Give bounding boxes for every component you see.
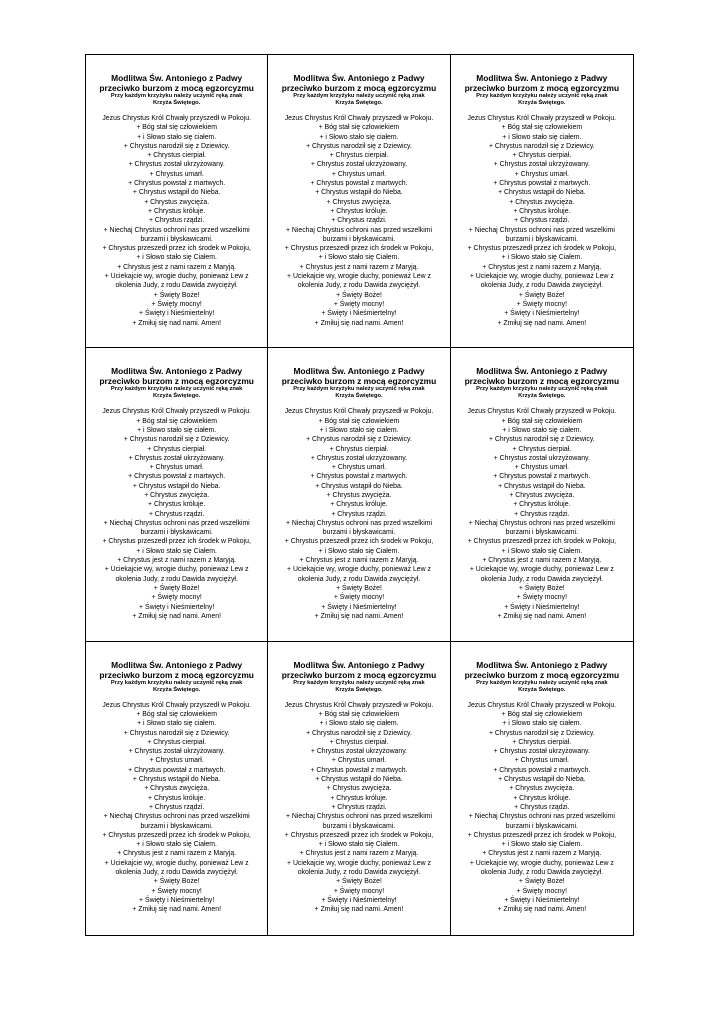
prayer-line: + i Słowo stało się ciałem.	[319, 426, 399, 434]
prayer-line: + Chrystus wstąpił do Nieba.	[132, 189, 221, 197]
prayer-line: + Zmiłuj się nad nami. Amen!	[314, 319, 404, 327]
prayer-line: + i Słowo stało się ciałem.	[319, 720, 399, 728]
prayer-line: Jezus Chrystus Król Chwały przyszedł w Pokoju.	[467, 115, 617, 122]
prayer-line: + Chrystus przeszedł przez ich środek w Pokoju,	[102, 245, 251, 253]
prayer-line: burzami i błyskawicami.	[505, 235, 578, 243]
card-title-line1: Modlitwa Św. Antoniego z Padwy	[111, 73, 243, 83]
prayer-line: + Zmiłuj się nad nami. Amen!	[314, 612, 404, 620]
prayer-line: + Chrystus umarł.	[331, 464, 387, 472]
prayer-line: + Chrystus cierpiał.	[329, 738, 389, 746]
prayer-line: + i Słowo stało się Ciałem.	[136, 254, 217, 262]
prayer-line: + Chrystus został ukrzyżowany.	[128, 161, 225, 169]
prayer-line: + Chrystus powstał z martwych.	[310, 766, 408, 774]
prayer-text	[92, 407, 261, 621]
card-instruction	[92, 680, 261, 694]
prayer-line: + Uciekajcie wy, wrogie duchy, ponieważ Lew z	[104, 566, 249, 574]
prayer-line: + Chrystus zwycięża.	[144, 785, 210, 793]
prayer-line: + Uciekajcie wy, wrogie duchy, ponieważ Lew z	[469, 859, 614, 867]
prayer-text	[92, 701, 261, 915]
card-title-line1: Modlitwa Św. Antoniego z Padwy	[111, 659, 243, 670]
card-title-line2: przeciwko burzom z mocą egzorcyzmu	[464, 376, 620, 387]
card-instruction-line1: Przy każdym krzyżyku należy uczynić ręką znak	[110, 93, 243, 99]
prayer-line: + Chrystus rządzi.	[514, 217, 570, 225]
prayer-line: + Chrystus króluje.	[148, 501, 206, 509]
prayer-line: + Chrystus króluje.	[330, 794, 388, 802]
card-instruction	[457, 680, 627, 694]
prayer-line: + Chrystus wstąpił do Nieba.	[498, 776, 586, 784]
prayer-line: + Chrystus króluje.	[513, 501, 571, 509]
prayer-line: + Święty Boże!	[153, 291, 200, 299]
prayer-line: burzami i błyskawicami.	[322, 822, 396, 830]
prayer-line: + Chrystus cierpiał.	[512, 152, 572, 160]
prayer-line: + Chrystus zwycięża.	[144, 198, 210, 206]
card-instruction-line1: Przy każdym krzyżyku należy uczynić ręką znak	[110, 386, 243, 393]
card-instruction-line2: Krzyża Świętego.	[335, 100, 383, 106]
card-title-line1: Modlitwa Św. Antoniego z Padwy	[293, 366, 425, 377]
prayer-line: + Chrystus jest z nami razem z Maryją.	[482, 850, 602, 858]
card-title-line1: Modlitwa Św. Antoniego z Padwy	[293, 73, 425, 83]
prayer-line: + Bóg stał się człowiekiem	[501, 710, 583, 718]
prayer-line: + Chrystus cierpiał.	[147, 445, 207, 453]
prayer-text	[274, 114, 443, 328]
card-title-line1: Modlitwa Św. Antoniego z Padwy	[476, 73, 608, 83]
prayer-line: + Niechaj Chrystus ochroni nas przed wszelkimi	[103, 813, 250, 821]
card-title-line2: przeciwko burzom z mocą egzorcyzmu	[99, 669, 254, 680]
card-title-line1: Modlitwa Św. Antoniego z Padwy	[476, 366, 608, 377]
prayer-card	[86, 348, 268, 641]
prayer-line: + Święty i Nieśmiertelny!	[139, 603, 215, 611]
card-instruction-line2: Krzyża Świętego.	[152, 686, 201, 693]
card-title-line1: Modlitwa Św. Antoniego z Padwy	[476, 659, 608, 670]
prayer-line: + Chrystus zwycięża.	[326, 492, 392, 499]
prayer-card	[86, 55, 268, 348]
prayer-line: + Bóg stał się człowiekiem	[318, 710, 400, 718]
prayer-line: + Chrystus jest z nami razem z Maryją.	[117, 263, 237, 271]
card-instruction	[274, 93, 443, 107]
prayer-line: + Chrystus umarł.	[149, 757, 204, 765]
prayer-text	[274, 701, 443, 915]
prayer-line: + Święty mocny!	[516, 300, 567, 308]
prayer-card	[268, 348, 450, 641]
card-instruction-line2: Krzyża Świętego.	[518, 100, 566, 106]
prayer-line: Jezus Chrystus Król Chwały przyszedł w Pokoju.	[284, 701, 434, 709]
prayer-line: burzami i błyskawicami.	[505, 822, 578, 830]
prayer-line: okolenia Judy, z rodu Dawida zwyciężył.	[480, 575, 604, 583]
prayer-line: + Bóg stał się człowiekiem	[136, 124, 217, 132]
card-instruction-line2: Krzyża Świętego.	[152, 100, 201, 106]
prayer-line: + i Słowo stało się ciałem.	[137, 426, 217, 434]
prayer-line: + Święty mocny!	[516, 887, 567, 895]
prayer-card	[86, 642, 268, 935]
prayer-line: okolenia Judy, z rodu Dawida zwyciężył.	[480, 282, 604, 290]
prayer-line: + Chrystus narodził się z Dziewicy.	[488, 729, 595, 737]
card-instruction-line1: Przy każdym krzyżyku należy uczynić ręką znak	[293, 93, 425, 99]
prayer-card	[268, 55, 450, 348]
prayer-line: + Święty mocny!	[151, 887, 202, 895]
prayer-line: + Chrystus rządzi.	[148, 803, 205, 811]
card-instruction-line1: Przy każdym krzyżyku należy uczynić ręką znak	[293, 679, 425, 686]
prayer-line: + Chrystus zwycięża.	[326, 198, 392, 206]
card-title-line2: przeciwko burzom z mocą egzorcyzmu	[99, 376, 254, 387]
prayer-line: + i Słowo stało się Ciałem.	[136, 841, 217, 849]
prayer-line: + Chrystus powstał z martwych.	[310, 180, 408, 188]
prayer-line: Jezus Chrystus Król Chwały przyszedł w Pokoju.	[284, 408, 434, 416]
prayer-line: + Chrystus został ukrzyżowany.	[310, 161, 408, 169]
prayer-line: + i Słowo stało się ciałem.	[137, 720, 217, 728]
card-instruction-line2: Krzyża Świętego.	[335, 393, 383, 400]
prayer-line: + Chrystus przeszedł przez ich środek w Pokoju,	[467, 245, 617, 253]
prayer-line: + Chrystus cierpiał.	[147, 738, 207, 746]
prayer-line: + Chrystus powstał z martwych.	[493, 180, 591, 188]
card-instruction	[457, 386, 627, 400]
prayer-line: + Chrystus powstał z martwych.	[493, 766, 591, 774]
card-title-line2: przeciwko burzom z mocą egzorcyzmu	[281, 83, 437, 93]
prayer-line: + Chrystus umarł.	[149, 464, 204, 472]
prayer-line: + Chrystus rządzi.	[514, 510, 570, 518]
card-instruction	[457, 93, 627, 107]
prayer-line: + Chrystus został ukrzyżowany.	[310, 454, 408, 462]
prayer-line: + Uciekajcie wy, wrogie duchy, ponieważ Lew z	[287, 859, 431, 867]
prayer-line: + Zmiłuj się nad nami. Amen!	[497, 319, 587, 327]
prayer-line: + Chrystus przeszedł przez ich środek w Pokoju,	[284, 831, 434, 839]
prayer-line: + Chrystus jest z nami razem z Maryją.	[299, 557, 419, 565]
prayer-line: + Bóg stał się człowiekiem	[501, 417, 583, 425]
prayer-line: + Niechaj Chrystus ochroni nas przed wszelkimi	[468, 519, 615, 527]
prayer-line: + i Słowo stało się ciałem.	[502, 426, 582, 434]
prayer-line: + Święty Boże!	[518, 584, 565, 592]
prayer-line: + Bóg stał się człowiekiem	[318, 417, 400, 425]
prayer-line: + Chrystus został ukrzyżowany.	[493, 161, 590, 169]
prayer-line: + Święty mocny!	[516, 594, 567, 602]
prayer-line: + Chrystus powstał z martwych.	[128, 766, 226, 774]
prayer-line: + i Słowo stało się Ciałem.	[318, 254, 400, 262]
prayer-line: + Niechaj Chrystus ochroni nas przed wszelkimi	[285, 519, 433, 527]
prayer-line: Jezus Chrystus Król Chwały przyszedł w Pokoju.	[102, 701, 251, 709]
prayer-line: + Chrystus cierpiał.	[329, 152, 389, 160]
prayer-line: + Chrystus narodził się z Dziewicy.	[488, 142, 595, 150]
card-instruction-line2: Krzyża Świętego.	[518, 686, 566, 693]
prayer-card	[451, 642, 633, 935]
prayer-line: + Święty mocny!	[333, 887, 385, 895]
prayer-line: burzami i błyskawicami.	[322, 235, 396, 243]
prayer-line: + Chrystus rządzi.	[331, 217, 387, 225]
card-title-line2: przeciwko burzom z mocą egzorcyzmu	[464, 669, 620, 680]
prayer-line: + i Słowo stało się ciałem.	[502, 133, 582, 141]
prayer-card	[451, 55, 633, 348]
prayer-line: + Chrystus narodził się z Dziewicy.	[123, 729, 230, 737]
card-sheet	[85, 54, 634, 936]
prayer-line: + Chrystus wstąpił do Nieba.	[498, 189, 586, 197]
prayer-line: + Chrystus wstąpił do Nieba.	[315, 776, 403, 784]
prayer-line: + Uciekajcie wy, wrogie duchy, ponieważ Lew z	[469, 566, 614, 574]
prayer-line: + Niechaj Chrystus ochroni nas przed wszelkimi	[285, 226, 433, 234]
prayer-line: + Chrystus zwycięża.	[144, 492, 210, 499]
prayer-line: + Chrystus powstał z martwych.	[128, 473, 226, 481]
prayer-line: + Zmiłuj się nad nami. Amen!	[132, 319, 221, 327]
prayer-line: + Święty i Nieśmiertelny!	[504, 603, 580, 611]
prayer-line: + Chrystus króluje.	[148, 207, 206, 215]
prayer-line: + Święty Boże!	[336, 291, 382, 299]
prayer-line: + Chrystus rządzi.	[514, 803, 570, 811]
prayer-line: + Bóg stał się człowiekiem	[136, 710, 217, 718]
prayer-text	[274, 407, 443, 621]
prayer-line: + Święty mocny!	[333, 300, 385, 308]
prayer-line: + i Słowo stało się Ciałem.	[136, 547, 217, 555]
prayer-line: + Chrystus przeszedł przez ich środek w Pokoju,	[284, 245, 434, 253]
prayer-line: + Chrystus został ukrzyżowany.	[128, 748, 225, 756]
prayer-text	[457, 114, 627, 328]
prayer-line: + Zmiłuj się nad nami. Amen!	[497, 906, 587, 914]
card-instruction-line1: Przy każdym krzyżyku należy uczynić ręką znak	[476, 679, 608, 686]
prayer-line: + Chrystus cierpiał.	[329, 445, 389, 453]
prayer-line: + Chrystus cierpiał.	[512, 445, 572, 453]
prayer-line: + Chrystus króluje.	[330, 207, 388, 215]
prayer-line: okolenia Judy, z rodu Dawida zwyciężył.	[480, 869, 604, 876]
prayer-line: + Chrystus został ukrzyżowany.	[493, 454, 590, 462]
prayer-line: + Uciekajcie wy, wrogie duchy, ponieważ Lew z	[287, 273, 431, 281]
prayer-line: + Niechaj Chrystus ochroni nas przed wszelkimi	[103, 519, 250, 527]
prayer-line: + Chrystus wstąpił do Nieba.	[315, 482, 403, 490]
prayer-line: + Chrystus wstąpił do Nieba.	[132, 482, 221, 490]
prayer-line: + Chrystus rządzi.	[148, 217, 205, 225]
prayer-line: + Bóg stał się człowiekiem	[318, 124, 400, 132]
prayer-line: + Chrystus zwycięża.	[509, 785, 575, 793]
prayer-line: burzami i błyskawicami.	[140, 822, 213, 830]
prayer-line: Jezus Chrystus Król Chwały przyszedł w Pokoju.	[467, 701, 617, 709]
prayer-line: + Święty i Nieśmiertelny!	[139, 310, 215, 318]
prayer-line: + Święty Boże!	[518, 291, 565, 299]
prayer-line: + Chrystus przeszedł przez ich środek w Pokoju,	[467, 831, 617, 839]
prayer-line: Jezus Chrystus Król Chwały przyszedł w Pokoju.	[284, 115, 434, 122]
prayer-line: + Chrystus przeszedł przez ich środek w Pokoju,	[102, 831, 251, 839]
prayer-text	[92, 114, 261, 328]
prayer-card	[451, 348, 633, 641]
prayer-line: + Uciekajcie wy, wrogie duchy, ponieważ Lew z	[104, 859, 249, 867]
prayer-line: + Niechaj Chrystus ochroni nas przed wszelkimi	[468, 226, 615, 234]
prayer-line: + Chrystus przeszedł przez ich środek w Pokoju,	[102, 538, 251, 546]
prayer-line: okolenia Judy, z rodu Dawida zwyciężył.	[115, 575, 238, 583]
prayer-line: okolenia Judy, z rodu Dawida zwyciężył.	[115, 282, 238, 290]
prayer-line: + Chrystus narodził się z Dziewicy.	[306, 436, 412, 444]
card-title-line2: przeciwko burzom z mocą egzorcyzmu	[281, 669, 437, 680]
card-title-line2: przeciwko burzom z mocą egzorcyzmu	[281, 376, 437, 387]
prayer-line: + Chrystus umarł.	[514, 464, 569, 472]
prayer-line: okolenia Judy, z rodu Dawida zwyciężył.	[297, 575, 421, 583]
prayer-line: + Święty mocny!	[151, 594, 202, 602]
prayer-line: + Chrystus zwycięża.	[326, 785, 392, 793]
prayer-line: + Chrystus króluje.	[330, 501, 388, 509]
prayer-line: + Chrystus narodził się z Dziewicy.	[123, 436, 230, 444]
prayer-line: + Chrystus umarł.	[514, 757, 569, 765]
card-title-line1: Modlitwa Św. Antoniego z Padwy	[293, 659, 425, 670]
prayer-line: + Zmiłuj się nad nami. Amen!	[314, 906, 404, 914]
prayer-line: burzami i błyskawicami.	[140, 529, 213, 537]
prayer-line: + Chrystus przeszedł przez ich środek w Pokoju,	[467, 538, 617, 546]
prayer-line: + Chrystus cierpiał.	[512, 738, 572, 746]
prayer-line: + Chrystus narodził się z Dziewicy.	[488, 436, 595, 444]
card-instruction	[274, 386, 443, 400]
prayer-line: + Chrystus umarł.	[331, 170, 387, 178]
prayer-line: + Chrystus wstąpił do Nieba.	[132, 776, 221, 784]
prayer-line: burzami i błyskawicami.	[140, 235, 213, 243]
prayer-line: + Chrystus zwycięża.	[509, 492, 575, 499]
card-title-line1: Modlitwa Św. Antoniego z Padwy	[111, 366, 243, 377]
prayer-line: + Uciekajcie wy, wrogie duchy, ponieważ Lew z	[287, 566, 431, 574]
prayer-line: + Święty Boże!	[518, 878, 565, 886]
prayer-line: + Święty i Nieśmiertelny!	[321, 603, 397, 611]
prayer-line: + Święty i Nieśmiertelny!	[321, 310, 397, 318]
prayer-line: + Święty mocny!	[151, 300, 202, 308]
prayer-line: + Chrystus przeszedł przez ich środek w Pokoju,	[284, 538, 434, 546]
prayer-line: burzami i błyskawicami.	[322, 529, 396, 537]
card-instruction-line1: Przy każdym krzyżyku należy uczynić ręką znak	[293, 386, 425, 393]
prayer-line: okolenia Judy, z rodu Dawida zwyciężył.	[297, 869, 421, 876]
prayer-line: + Chrystus jest z nami razem z Maryją.	[117, 850, 237, 858]
card-instruction	[274, 680, 443, 694]
card-instruction	[92, 93, 261, 107]
prayer-line: + Chrystus jest z nami razem z Maryją.	[299, 850, 419, 858]
prayer-line: + Chrystus króluje.	[513, 794, 571, 802]
card-instruction-line2: Krzyża Świętego.	[152, 393, 201, 400]
prayer-line: + Chrystus jest z nami razem z Maryją.	[482, 263, 602, 271]
prayer-line: + Chrystus jest z nami razem z Maryją.	[482, 557, 602, 565]
prayer-line: + Chrystus narodził się z Dziewicy.	[306, 142, 412, 150]
prayer-line: burzami i błyskawicami.	[505, 529, 578, 537]
prayer-line: + i Słowo stało się ciałem.	[502, 720, 582, 728]
prayer-line: + Uciekajcie wy, wrogie duchy, ponieważ Lew z	[469, 273, 614, 281]
prayer-line: + i Słowo stało się Ciałem.	[318, 841, 400, 849]
prayer-line: + Zmiłuj się nad nami. Amen!	[132, 906, 221, 914]
prayer-line: + Chrystus umarł.	[331, 757, 387, 765]
prayer-line: + Chrystus jest z nami razem z Maryją.	[299, 263, 419, 271]
card-instruction-line1: Przy każdym krzyżyku należy uczynić ręką znak	[476, 386, 608, 393]
prayer-line: + Chrystus powstał z martwych.	[128, 180, 226, 188]
card-instruction	[92, 386, 261, 400]
prayer-line: Jezus Chrystus Król Chwały przyszedł w Pokoju.	[467, 408, 617, 416]
card-instruction-line1: Przy każdym krzyżyku należy uczynić ręką znak	[110, 679, 243, 686]
card-instruction-line2: Krzyża Świętego.	[335, 686, 383, 693]
prayer-line: Jezus Chrystus Król Chwały przyszedł w Pokoju.	[102, 115, 251, 122]
prayer-line: + Chrystus powstał z martwych.	[493, 473, 591, 481]
prayer-line: + Chrystus umarł.	[149, 170, 204, 178]
prayer-line: okolenia Judy, z rodu Dawida zwyciężył.	[297, 282, 421, 290]
prayer-line: + Chrystus rządzi.	[148, 510, 205, 518]
prayer-line: + Chrystus króluje.	[148, 794, 206, 802]
prayer-line: + Chrystus powstał z martwych.	[310, 473, 408, 481]
prayer-line: + Niechaj Chrystus ochroni nas przed wszelkimi	[285, 813, 433, 821]
card-title-line2: przeciwko burzom z mocą egzorcyzmu	[464, 83, 620, 93]
prayer-line: + Chrystus cierpiał.	[147, 152, 207, 160]
prayer-line: + Chrystus zwycięża.	[509, 198, 575, 206]
prayer-line: + Święty Boże!	[336, 878, 382, 886]
prayer-line: + Chrystus wstąpił do Nieba.	[315, 189, 403, 197]
prayer-line: + Chrystus rządzi.	[331, 510, 387, 518]
card-instruction-line1: Przy każdym krzyżyku należy uczynić ręką znak	[476, 93, 608, 99]
prayer-line: + Chrystus został ukrzyżowany.	[493, 748, 590, 756]
prayer-line: + Chrystus umarł.	[514, 170, 569, 178]
prayer-line: + Chrystus został ukrzyżowany.	[310, 748, 408, 756]
prayer-line: + Chrystus rządzi.	[331, 803, 387, 811]
prayer-line: + i Słowo stało się Ciałem.	[318, 547, 400, 555]
prayer-line: + Chrystus narodził się z Dziewicy.	[123, 142, 230, 150]
card-instruction-line2: Krzyża Świętego.	[518, 393, 566, 400]
prayer-line: + Święty Boże!	[153, 878, 200, 886]
prayer-line: + Bóg stał się człowiekiem	[501, 124, 583, 132]
prayer-line: + Święty Boże!	[153, 584, 200, 592]
prayer-line: Jezus Chrystus Król Chwały przyszedł w Pokoju.	[102, 408, 251, 416]
prayer-line: + i Słowo stało się ciałem.	[137, 133, 217, 141]
prayer-line: + Chrystus jest z nami razem z Maryją.	[117, 557, 237, 565]
prayer-line: + Niechaj Chrystus ochroni nas przed wszelkimi	[468, 813, 615, 821]
prayer-line: + Zmiłuj się nad nami. Amen!	[497, 612, 587, 620]
prayer-line: + Święty i Nieśmiertelny!	[504, 310, 580, 318]
prayer-line: + Niechaj Chrystus ochroni nas przed wszelkimi	[103, 226, 250, 234]
prayer-line: + Święty mocny!	[333, 594, 385, 602]
prayer-line: + Chrystus narodził się z Dziewicy.	[306, 729, 412, 737]
prayer-line: + Święty i Nieśmiertelny!	[139, 896, 215, 904]
prayer-line: + i Słowo stało się Ciałem.	[501, 254, 583, 262]
prayer-line: + Chrystus został ukrzyżowany.	[128, 454, 225, 462]
prayer-line: + Święty i Nieśmiertelny!	[321, 896, 397, 904]
prayer-text	[457, 701, 627, 915]
card-title-line2: przeciwko burzom z mocą egzorcyzmu	[99, 83, 254, 93]
prayer-line: + i Słowo stało się Ciałem.	[501, 547, 583, 555]
prayer-line: + i Słowo stało się Ciałem.	[501, 841, 583, 849]
prayer-line: + Uciekajcie wy, wrogie duchy, ponieważ Lew z	[104, 273, 249, 281]
prayer-card	[268, 642, 450, 935]
prayer-line: + Święty i Nieśmiertelny!	[504, 896, 580, 904]
prayer-line: + Bóg stał się człowiekiem	[136, 417, 217, 425]
prayer-line: + Święty Boże!	[336, 584, 382, 592]
prayer-line: + Zmiłuj się nad nami. Amen!	[132, 612, 221, 620]
prayer-line: + Chrystus króluje.	[513, 207, 571, 215]
prayer-line: + Chrystus wstąpił do Nieba.	[498, 482, 586, 490]
prayer-line: okolenia Judy, z rodu Dawida zwyciężył.	[115, 869, 238, 876]
prayer-text	[457, 407, 627, 621]
prayer-line: + i Słowo stało się ciałem.	[319, 133, 399, 141]
